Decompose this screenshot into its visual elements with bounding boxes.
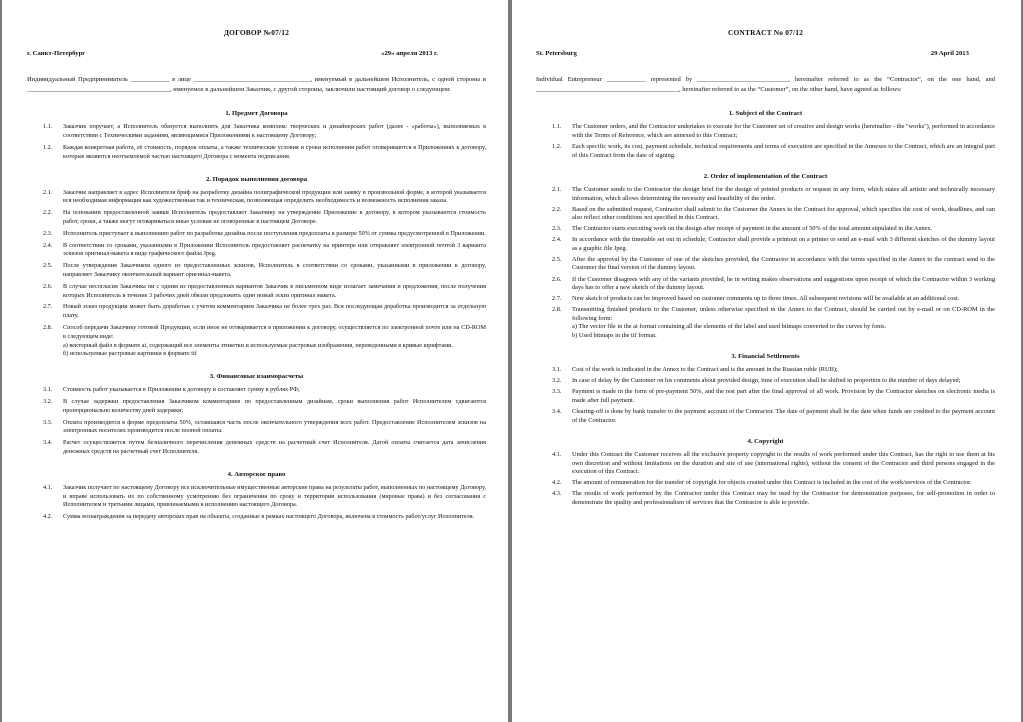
clause-number: 3.4. [552, 408, 562, 416]
clause-number: 2.1. [43, 188, 53, 196]
clause [536, 490, 995, 507]
clause-text: Based on the submitted request, Contractor shall submit to the Customer the Annex to the Contract for approval, which specifies the cost of work, deadlines, and can also reflect other conditions not specified in this Contract. [572, 205, 995, 222]
clause [536, 479, 995, 488]
place-date-row [27, 50, 486, 57]
clause [536, 366, 995, 375]
contract-date: «29» апреля 2013 г. [381, 50, 438, 57]
clause-text: Cost of the work is indicated in the Annex to the Contract and is the amount in the Russian ruble (RUB); [572, 366, 838, 374]
clause-number: 1.2. [43, 144, 53, 151]
section [27, 176, 486, 360]
clause-text: Стоимость работ указывается в Приложении к договору и составляет сумму в рублях РФ; [63, 386, 300, 394]
clause [27, 324, 486, 359]
clause-text: Under this Contract the Customer receives all the exclusive property copyright to the results of work performed under this Contract, has the right to use them at his own discretion and without limitations on the duration and site of use (international rights), without the consent of the Contractor and third persons engaged in the execution of this Contract. [572, 451, 995, 476]
city: St. Petersburg [536, 50, 577, 57]
clause-number: 2.3. [43, 229, 53, 237]
section-title: 3. Financial Settlements [731, 353, 800, 361]
clause [27, 144, 486, 162]
clause [27, 303, 486, 321]
clause [536, 276, 995, 293]
clause [27, 262, 486, 280]
clause-number: 2.8. [552, 306, 562, 314]
clause [27, 242, 486, 260]
sections [536, 110, 995, 507]
clause-list [27, 484, 486, 522]
clause [536, 256, 995, 273]
clause [27, 189, 486, 207]
clause [27, 398, 486, 416]
clause-list [27, 123, 486, 161]
clause-number: 2.6. [43, 282, 53, 290]
clause-text: Заказчик направляет в адрес Исполнителя бриф на разработку дизайна полиграфической продукции или заявку в произвольной форме, в которой указывается вся необходимая информация как художественная так и техническая, позволяющая определить необходимость и возможность исполнения заказа. [63, 188, 486, 205]
clause-number: 3.3. [552, 388, 562, 396]
clause-text: Новый эскиз продукции может быть доработан с учетом комментариев Заказчика не более трех раз. Вся последующая доработка производится за отдельную плату. [63, 303, 486, 320]
place-date-row [536, 50, 995, 57]
clause-text: Clearing-off is done by bank transfer to the payment account of the Contractor. The date of payment shall be the date when funds are credited to the payment account of the Contractor. [572, 408, 995, 424]
clause-text: Payment is made in the form of pre-payment 50%, and the rest part after the final approval of all work. Provision by the Contractor sketches on electronic media is made after full payment. [572, 388, 995, 404]
clause-text: The Customer orders, and the Contractor undertakes to execute for the Customer set of creative and design works (hereinafter - the "works"), performed in accordance with the Terms of Reference, which are annexed to this Contract; [572, 123, 996, 139]
clause-text: Сумма вознаграждения за передачу авторских прав на объекты, созданные в рамках настоящего Договора, включена в стоимость работ/услуг Исполнителя. [63, 513, 475, 521]
clause-number: 1.1. [552, 123, 562, 131]
section [536, 173, 995, 340]
clause-number: 4.2. [43, 513, 53, 521]
clause-number: 4.3. [552, 490, 562, 498]
clause-number: 3.2. [43, 397, 53, 405]
clause [27, 484, 486, 510]
clause [27, 513, 486, 522]
clause-number: 2.4. [552, 236, 562, 244]
clause-text: Each specific work, its cost, payment schedule, technical requirements and terms of execution are specified in the Annexes to the Contract, which are an integral part of this Contract from the date of signing. [572, 143, 995, 159]
clause-text: В случае несогласия Заказчика ни с одним из предоставленных вариантов Заказчик в письменном виде излагает замечания и предложения, после получения которых Исполнитель в течение 3 рабочих дней обязан предложить один новый эскиз оригинал макета. [63, 282, 486, 299]
clause-number: 2.4. [43, 241, 53, 249]
section-title: 1. Subject of the Contract [728, 110, 803, 118]
clause-number: 4.1. [552, 451, 562, 459]
clause [536, 451, 995, 477]
section [27, 471, 486, 522]
clause-text: If the Customer disagrees with any of the variants provided, he in writing makes observations and suggestions upon receipt of which the Contractor within 3 working days has to offer a new sketch of the dummy layout. [572, 275, 995, 292]
clause [536, 306, 995, 340]
clause-text: Transmitting finished products to the Customer, unless otherwise specified in the Annex to the Contract, should be carried out by e-mail or on CD-ROM in the following form: a) The vector file in the ai format containing all the elements of the label and used bitmaps converted to the curves by fonts. b) Used bitmaps in the tif format. [572, 306, 995, 339]
clause [536, 388, 995, 405]
clause [27, 419, 486, 437]
clause-number: 2.7. [552, 295, 562, 303]
clause-number: 2.2. [43, 209, 53, 217]
clause [536, 408, 995, 425]
clause-text: Способ передачи Заказчику готовой Продукции, если иное не оговаривается в приложении к договору, осуществляется по электронной почте или на CD-ROM в следующем виде: а) векторный файл в формате ai, содержащий все элементы этикетки и используемые растровые изображения, переведенными в кривые шрифтами. б) используемые растровые картинки в формате tif [63, 323, 486, 358]
city: г. Санкт-Петербург [27, 50, 86, 57]
clause-number: 3.3. [43, 418, 53, 426]
clause-number: 1.1. [43, 123, 53, 131]
section [27, 110, 486, 161]
section-title: 2. Порядок выполнения договора [205, 175, 308, 183]
section [536, 110, 995, 160]
contract-date: 29 April 2013 [930, 50, 969, 57]
contract-page-russian [2, 0, 508, 722]
clause [27, 230, 486, 239]
clause-text: После утверждения Заказчиком одного из предоставленных эскизов, Исполнитель в соответствии со сроками, указанными в приложении к договору, направляет Заказчику окончательный вариант оригинал-макета. [63, 262, 486, 278]
clause-number: 2.8. [43, 323, 53, 331]
section-title: 3. Финансовые взаиморасчеты [209, 373, 304, 381]
clause-list [27, 189, 486, 360]
section [27, 373, 486, 457]
section-title: 2. Order of implementation of the Contract [703, 173, 828, 181]
clause-text: The results of work performed by the Contractor under this Contract may be used by the Contractor for demonstration purposes, for self-promotion in order to demonstrate the quality and professionalism of services that the Contractor is able to provide. [572, 490, 995, 506]
clause [27, 209, 486, 227]
document-title: ДОГОВОР №07/12 [223, 28, 290, 37]
clause [536, 236, 995, 253]
clause-text: Расчет осуществляется путем безналичного перечисления денежных средств на расчетный счет Исполнителя. Датой оплаты считается дата зачисления денежных средств на расчетный счет Исполнителя. [63, 439, 486, 455]
clause-text: The Customer sends to the Contractor the design brief for the design of printed products or request in any form, which states all artistic and technically necessary information, which allows determining the necessity and feasibility of the order. [572, 186, 995, 202]
clause [536, 143, 995, 160]
clause-text: Оплата производится в форме предоплаты 50%, оставшаяся часть после окончательного утверждения всех работ. Предоставление Исполнителем эскизов на электронных носителях производится после полной оплаты. [63, 418, 486, 435]
clause-list [536, 186, 995, 340]
clause-number: 3.2. [552, 377, 562, 385]
section [536, 438, 995, 507]
clause [536, 225, 995, 234]
clause-number: 2.7. [43, 303, 53, 311]
clause-number: 2.5. [552, 255, 562, 263]
clause-text: В случае задержки предоставления Заказчиком комментариев по предоставленным дизайнам, сроки выполнения работ Исполнителем сдвигаются пропорционально количеству дней задержки; [63, 397, 486, 414]
section [536, 353, 995, 425]
clause-number: 4.1. [43, 483, 53, 491]
clause-text: After the approval by the Customer of one of the sketches provided, the Contractor in accordance with the terms specified in the Annex to the contract send to the Customer the final version of the dummy layout. [572, 255, 995, 272]
clause [27, 123, 486, 141]
clause-number: 1.2. [552, 143, 562, 150]
clause-text: Заказчик получает по настоящему Договору все исключительные имущественные авторские права на результаты работ, выполненных по настоящему Договору, и вправе использовать их по собственному усмотрению без ограничения по сроку и территории использования (мировые права) и без согласования с Исполнителем и третьими лицами, привлекаемыми к исполнению настоящего Договора. [63, 483, 486, 509]
clause-number: 3.4. [43, 439, 53, 447]
section-title: 1. Предмет Договора [225, 110, 288, 118]
clause-number: 2.2. [552, 205, 562, 213]
clause-text: Заказчик поручает, а Исполнитель обязуется выполнить для Заказчика комплекс творческих и дизайнерских работ (далее - «работы»), выполняемых в соответствии с Техническими заданиям, являющимися Приложениями к настоящему Договору; [63, 123, 486, 140]
parties-intro: Individual Entrepreneur ____________ represented by ____________________________, hereinafter referred to as the “Contractor”, on the one hand, and ____________________________________________, hereinafter referred to as the “Customer”, on the other hand, have agreed as follows: [536, 76, 995, 93]
clause [536, 206, 995, 223]
clause-text: The Contractor starts executing work on the design after receipt of payment in the amount of 50% of the total amount stipulated in the Annex. [572, 225, 933, 233]
clause-number: 2.3. [552, 225, 562, 233]
clause-number: 2.1. [552, 186, 562, 194]
clause-text: In accordance with the timetable set out in schedule, Contractor shall provide a printout on a printer or send an e-mail with 3 different sketches of the dummy layout as a graphic file Jpeg. [572, 236, 995, 252]
document-title: CONTRACT No 07/12 [727, 28, 804, 37]
clause-text: In case of delay by the Customer on his comments about provided design, time of execution shall be shifted in proportion to the number of days delayed; [572, 377, 961, 385]
clause [27, 439, 486, 457]
clause [536, 186, 995, 203]
contract-page-english [512, 0, 1021, 722]
clause-number: 3.1. [43, 386, 53, 394]
clause [27, 386, 486, 395]
clause-list [27, 386, 486, 457]
clause-text: The amount of remuneration for the transfer of copyright for objects created under this Contract is included in the cost of the work/services of the Contractor. [572, 479, 972, 487]
clause-text: New sketch of products can be improved based on customer comments up to three times. All subsequent revisions will be available at an additional cost. [572, 295, 960, 303]
clause-text: На основании предоставленной заявки Исполнитель предоставляет Заказчику на утверждение Приложение к договору, в котором указываются стоимость работ, сроки, а также могут оговариваться иные условия не оговоренные в настоящем Договоре. [63, 209, 486, 225]
clause [27, 283, 486, 301]
section-title: 4. Copyright [747, 438, 784, 446]
clause-list [536, 366, 995, 425]
sections [27, 110, 486, 522]
clause-number: 2.6. [552, 275, 562, 283]
parties-intro: Индивидуальный Предприниматель ____________ в лице ____________________________________, именуемый в дальнейшем Исполнитель, с одной стороны и ____________________________________________, именуемое в дальнейшем Заказчик, с другой стороны, заключили настоящий договор о следующем: [27, 76, 486, 93]
clause-list [536, 451, 995, 507]
clause [536, 123, 995, 140]
clause-list [536, 123, 995, 160]
clause-number: 2.5. [43, 262, 53, 270]
clause [536, 377, 995, 386]
clause-text: Исполнитель приступает к выполнению работ по разработке дизайна после поступления предоплаты в размере 50% от суммы предусмотренной в Приложении. [63, 229, 486, 237]
clause-text: В соответствии со сроками, указанными в Приложении Исполнитель предоставляет распечатку на принтере или отправляет электронной почтой 3 варианта эскизов оригинал-макета в виде графического файла Jpeg. [63, 241, 486, 258]
clause [536, 295, 995, 304]
clause-text: Каждая конкретная работа, её стоимость, порядок оплаты, а также технические условия и сроки исполнения работ оговариваются в Приложениях к договору, которые являются неотъемлемой частью настоящего Договора с момента подписания. [63, 144, 486, 160]
section-title: 4. Авторское право [227, 470, 286, 478]
clause-number: 4.2. [552, 479, 562, 487]
clause-number: 3.1. [552, 366, 562, 374]
